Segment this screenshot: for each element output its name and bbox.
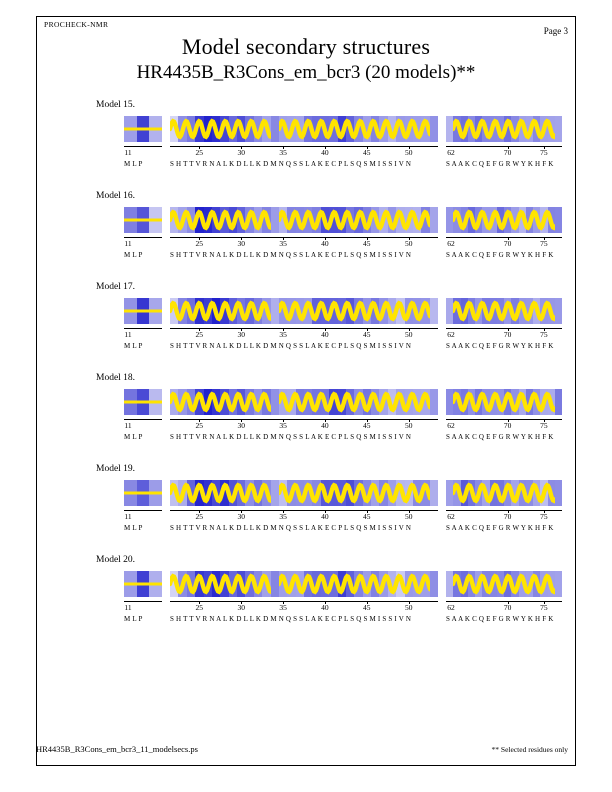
strip-segment-b — [170, 116, 438, 142]
strip-segment-b — [170, 298, 438, 324]
residue-axis: 11 25 30 35 40 45 50 62 70 75 — [88, 510, 568, 522]
sequence-segment-b: S H T T V R N A L K D L L K D M N Q S S L A K E C P L S Q S M I S S I V N — [170, 251, 412, 259]
sequence-segment-c: S A A K C Q E F G R W Y K H F K — [446, 160, 554, 168]
strip-segment-a — [124, 207, 162, 233]
footer-note: ** Selected residues only — [491, 745, 568, 754]
page-number: Page 3 — [543, 26, 568, 36]
sequence-segment-a: M L P — [124, 524, 143, 532]
sequence-segment-a: M L P — [124, 615, 143, 623]
sequence-segment-c: S A A K C Q E F G R W Y K H F K — [446, 251, 554, 259]
sequence-segment-c: S A A K C Q E F G R W Y K H F K — [446, 433, 554, 441]
sequence-row — [88, 251, 568, 265]
sequence-row — [88, 160, 568, 174]
strip-segment-b — [170, 571, 438, 597]
sequence-segment-b: S H T T V R N A L K D L L K D M N Q S S L A K E C P L S Q S M I S S I V N — [170, 433, 412, 441]
sequence-segment-c: S A A K C Q E F G R W Y K H F K — [446, 524, 554, 532]
sequence-segment-c: S A A K C Q E F G R W Y K H F K — [446, 342, 554, 350]
sequence-row — [88, 524, 568, 538]
strip-segment-c — [446, 571, 562, 597]
secondary-structure-strips — [88, 480, 568, 510]
sequence-row — [88, 615, 568, 629]
residue-axis: 11 25 30 35 40 45 50 62 70 75 — [88, 237, 568, 249]
residue-axis: 11 25 30 35 40 45 50 62 70 75 — [88, 419, 568, 431]
sequence-segment-b: S H T T V R N A L K D L L K D M N Q S S L A K E C P L S Q S M I S S I V N — [170, 524, 412, 532]
secondary-structure-strips — [88, 571, 568, 601]
secondary-structure-strips — [88, 116, 568, 146]
sequence-segment-c: S A A K C Q E F G R W Y K H F K — [446, 615, 554, 623]
strip-segment-b — [170, 480, 438, 506]
model-block — [36, 464, 576, 556]
model-label: Model 19. — [96, 464, 136, 474]
strip-segment-b — [170, 207, 438, 233]
sequence-segment-a: M L P — [124, 251, 143, 259]
model-block — [36, 555, 576, 647]
strip-segment-a — [124, 298, 162, 324]
model-label: Model 16. — [96, 191, 136, 201]
model-label: Model 20. — [96, 555, 136, 565]
model-label: Model 17. — [96, 282, 136, 292]
model-block — [36, 191, 576, 283]
strip-segment-a — [124, 480, 162, 506]
program-name: PROCHECK-NMR — [44, 20, 109, 29]
strip-segment-c — [446, 116, 562, 142]
sequence-segment-a: M L P — [124, 342, 143, 350]
model-block — [36, 100, 576, 192]
model-label: Model 18. — [96, 373, 136, 383]
strip-segment-c — [446, 389, 562, 415]
sequence-row — [88, 433, 568, 447]
strip-segment-a — [124, 571, 162, 597]
residue-axis: 11 25 30 35 40 45 50 62 70 75 — [88, 146, 568, 158]
strip-segment-a — [124, 116, 162, 142]
model-block — [36, 282, 576, 374]
secondary-structure-strips — [88, 389, 568, 419]
page-title: Model secondary structures — [181, 34, 431, 59]
sequence-segment-a: M L P — [124, 160, 143, 168]
sequence-segment-b: S H T T V R N A L K D L L K D M N Q S S L A K E C P L S Q S M I S S I V N — [170, 342, 412, 350]
sequence-row — [88, 342, 568, 356]
strip-segment-c — [446, 207, 562, 233]
model-label: Model 15. — [96, 100, 136, 110]
secondary-structure-strips — [88, 207, 568, 237]
secondary-structure-strips — [88, 298, 568, 328]
page-subtitle: HR4435B_R3Cons_em_bcr3 (20 models)** — [136, 62, 476, 83]
strip-segment-c — [446, 480, 562, 506]
model-block — [36, 373, 576, 465]
sequence-segment-a: M L P — [124, 433, 143, 441]
footer-file-name: HR4435B_R3Cons_em_bcr3_11_modelsecs.ps — [36, 744, 198, 754]
strip-segment-a — [124, 389, 162, 415]
strip-segment-b — [170, 389, 438, 415]
residue-axis: 11 25 30 35 40 45 50 62 70 75 — [88, 328, 568, 340]
sequence-segment-b: S H T T V R N A L K D L L K D M N Q S S L A K E C P L S Q S M I S S I V N — [170, 160, 412, 168]
sequence-segment-b: S H T T V R N A L K D L L K D M N Q S S L A K E C P L S Q S M I S S I V N — [170, 615, 412, 623]
residue-axis: 11 25 30 35 40 45 50 62 70 75 — [88, 601, 568, 613]
strip-segment-c — [446, 298, 562, 324]
